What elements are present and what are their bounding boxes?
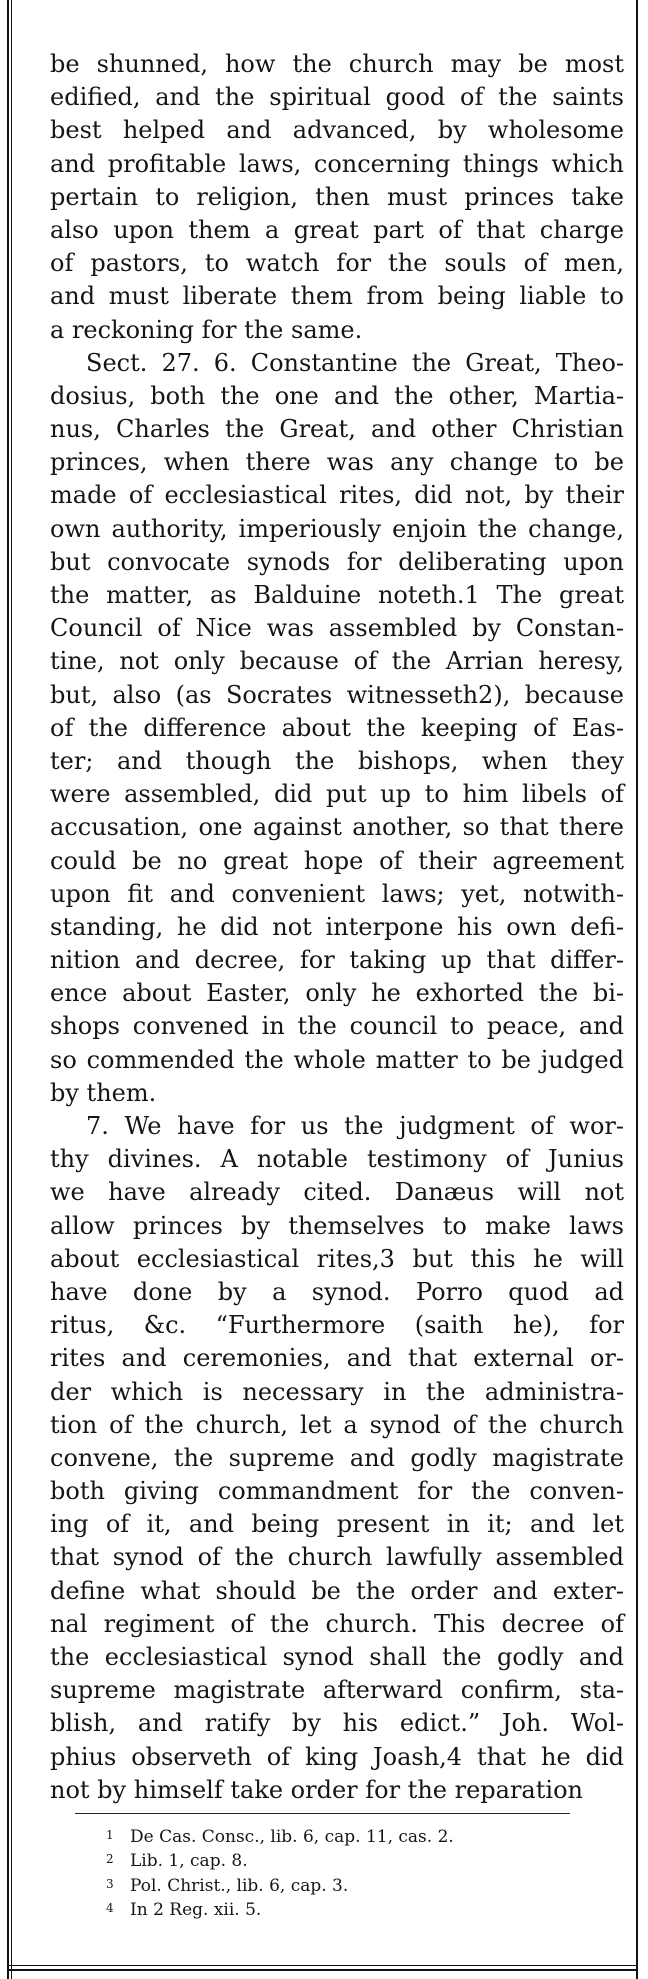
- body-line: tion of the church, let a synod of the church: [50, 1410, 624, 1439]
- right-border-rule: [636, 0, 638, 1979]
- body-line: and must liberate them from being liable to: [50, 282, 624, 311]
- footnote-separator: [75, 1813, 570, 1814]
- body-line: also upon them a great part of that charge: [50, 215, 624, 244]
- body-line: but convocate synods for deliberating upon: [50, 547, 624, 576]
- body-line: pertain to religion, then must princes take: [50, 182, 624, 211]
- body-line: but, also (as Socrates witnesseth2), because: [50, 680, 624, 709]
- footnotes: [106, 1824, 606, 1922]
- body-line: nus, Charles the Great, and other Christian: [50, 415, 624, 444]
- body-line: upon fit and convenient laws; yet, notwith-: [50, 879, 624, 908]
- body-line: edified, and the spiritual good of the saints: [50, 83, 624, 112]
- body-line: ence about Easter, only he exhorted the bi-: [50, 979, 624, 1008]
- footnote-text: In 2 Reg. xii. 5.: [130, 1900, 262, 1921]
- body-line: Council of Nice was assembled by Constan-: [50, 614, 624, 643]
- body-line: that synod of the church lawfully assembled: [50, 1543, 624, 1572]
- footnote-number: 1: [106, 1828, 114, 1842]
- body-line: tine, not only because of the Arrian heresy,: [50, 647, 624, 676]
- body-line: phius observeth of king Joash,4 that he did: [50, 1742, 624, 1771]
- footnote-text: Pol. Christ., lib. 6, cap. 3.: [130, 1875, 349, 1896]
- body-line: thy divines. A notable testimony of Junius: [50, 1145, 624, 1174]
- body-text: [50, 48, 624, 1807]
- body-line: own authority, imperiously enjoin the change,: [50, 514, 624, 543]
- body-line: allow princes by themselves to make laws: [50, 1211, 624, 1240]
- body-line: about ecclesiastical rites,3 but this he will: [50, 1244, 624, 1273]
- body-line: der which is necessary in the administra-: [50, 1377, 624, 1406]
- body-line: define what should be the order and exter-: [50, 1576, 624, 1605]
- body-line: nition and decree, for taking up that differ-: [50, 946, 624, 975]
- footnote-text: Lib. 1, cap. 8.: [130, 1851, 248, 1872]
- section-start-line: Sect. 27. 6. Constantine the Great, Theo-: [86, 348, 624, 377]
- body-line: princes, when there was any change to be: [50, 448, 624, 477]
- body-line: a reckoning for the same.: [50, 315, 363, 344]
- body-line: accusation, one against another, so that there: [50, 813, 624, 842]
- body-line: and profitable laws, concerning things which: [50, 149, 624, 178]
- footnote-number: 2: [106, 1852, 114, 1867]
- body-line: by them.: [50, 1078, 157, 1107]
- body-line: of pastors, to watch for the souls of men,: [50, 249, 624, 278]
- body-line: shops convened in the council to peace, and: [50, 1012, 624, 1041]
- body-line: the ecclesiastical synod shall the godly and: [50, 1643, 624, 1671]
- body-line: have done by a synod. Porro quod ad: [50, 1277, 624, 1306]
- body-line: not by himself take order for the reparation: [50, 1775, 583, 1804]
- body-line: so commended the whole matter to be judged: [50, 1045, 624, 1074]
- footnote: [106, 1873, 606, 1897]
- footnote: [106, 1897, 606, 1921]
- body-line: rites and ceremonies, and that external or-: [50, 1344, 624, 1373]
- body-line: supreme magistrate afterward confirm, sta-: [50, 1676, 624, 1705]
- body-line: could be no great hope of their agreement: [50, 846, 624, 875]
- body-line: were assembled, did put up to him libels of: [50, 780, 624, 809]
- body-line: best helped and advanced, by wholesome: [50, 116, 624, 145]
- body-line: of the difference about the keeping of Eas-: [50, 713, 624, 742]
- footnote-text: De Cas. Consc., lib. 6, cap. 11, cas. 2.: [130, 1827, 454, 1847]
- body-line: the matter, as Balduine noteth.1 The great: [50, 581, 624, 609]
- body-line: made of ecclesiastical rites, did not, by their: [50, 481, 624, 510]
- left-border-rule: [7, 0, 12, 1979]
- body-line: be shunned, how the church may be most: [50, 50, 624, 78]
- body-line: standing, he did not interpone his own defi-: [50, 912, 624, 941]
- body-line: ing of it, and being present in it; and let: [50, 1510, 624, 1539]
- body-line: nal regiment of the church. This decree of: [50, 1609, 624, 1638]
- footnote: [106, 1824, 606, 1848]
- body-line: we have already cited. Danæus will not: [50, 1178, 624, 1207]
- bottom-border-rule: [7, 1965, 638, 1971]
- section-start-line: 7. We have for us the judgment of wor-: [86, 1112, 624, 1140]
- body-line: both giving commandment for the conven-: [50, 1477, 624, 1506]
- footnote: [106, 1848, 606, 1872]
- body-line: ritus, &c. “Furthermore (saith he), for: [50, 1311, 624, 1340]
- body-line: ter; and though the bishops, when they: [50, 746, 624, 775]
- body-line: convene, the supreme and godly magistrate: [50, 1443, 624, 1472]
- footnote-number: 3: [106, 1876, 114, 1891]
- body-line: dosius, both the one and the other, Martia-: [50, 381, 624, 410]
- body-line: blish, and ratify by his edict.” Joh. Wol-: [50, 1709, 624, 1738]
- footnote-number: 4: [106, 1901, 114, 1916]
